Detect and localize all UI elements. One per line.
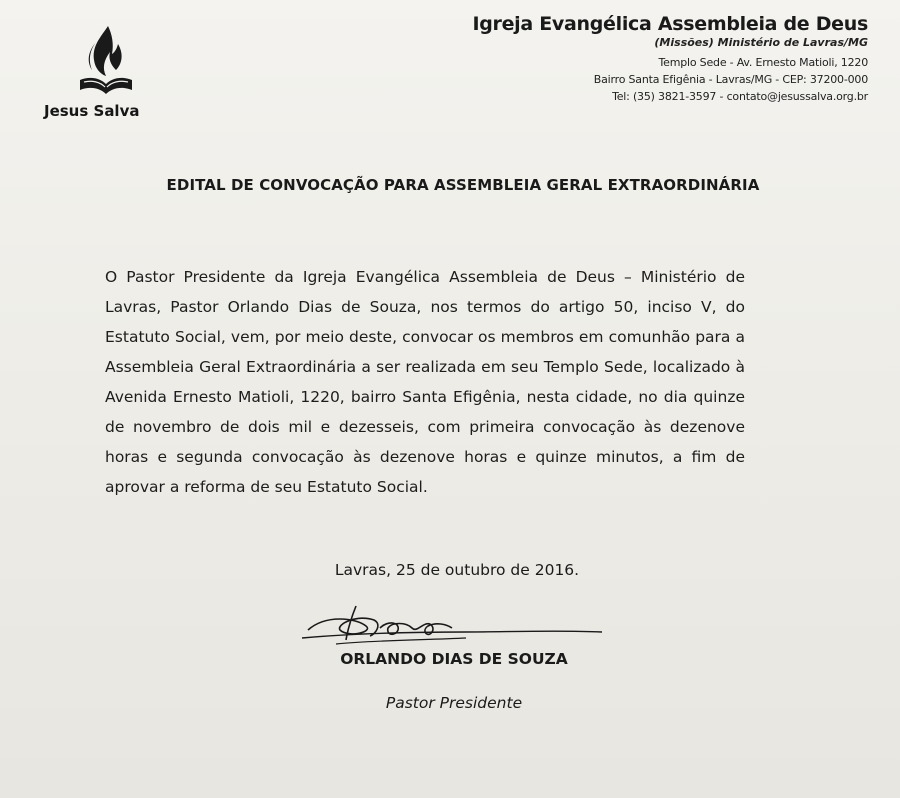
flame-book-icon (78, 24, 134, 102)
handwritten-signature (296, 600, 606, 652)
organization-name: Igreja Evangélica Assembleia de Deus (472, 13, 868, 35)
logo-text: Jesus Salva (44, 102, 140, 120)
signer-role: Pastor Presidente (385, 694, 523, 712)
address-line-2: Bairro Santa Efigênia - Lavras/MG - CEP: 37200-000 (593, 73, 868, 86)
address-line-1: Templo Sede - Av. Ernesto Matioli, 1220 (658, 56, 868, 69)
document-title: EDITAL DE CONVOCAÇÃO PARA ASSEMBLEIA GERAL EXTRAORDINÁRIA (166, 176, 760, 194)
document-body: O Pastor Presidente da Igreja Evangélica Assembleia de Deus – Ministério de Lavras, Pastor Orlando Dias de Souza, nos termos do artigo 50, inciso V, do Estatuto Social, vem, por meio deste, convocar os membros em comunhão para a Assembleia Geral Extraordinária a ser realizada em seu Templo Sede, localizado à Avenida Ernesto Matioli, 1220, bairro Santa Efigênia, nesta cidade, no dia quinze de novembro de dois mil e dezesseis, com primeira convocação às dezenove horas e segunda convocação às dezenove horas e quinze minutos, a fim de aprovar a reforma de seu Estatuto Social. (105, 268, 745, 496)
contact-line: Tel: (35) 3821-3597 - contato@jesussalva.org.br (612, 90, 868, 103)
letterhead (348, 12, 868, 105)
ministry-line: (Missões) Ministério de Lavras/MG (654, 36, 868, 49)
signer-name: ORLANDO DIAS DE SOUZA (340, 650, 568, 668)
church-logo (38, 24, 168, 124)
date-line: Lavras, 25 de outubro de 2016. (334, 561, 580, 579)
